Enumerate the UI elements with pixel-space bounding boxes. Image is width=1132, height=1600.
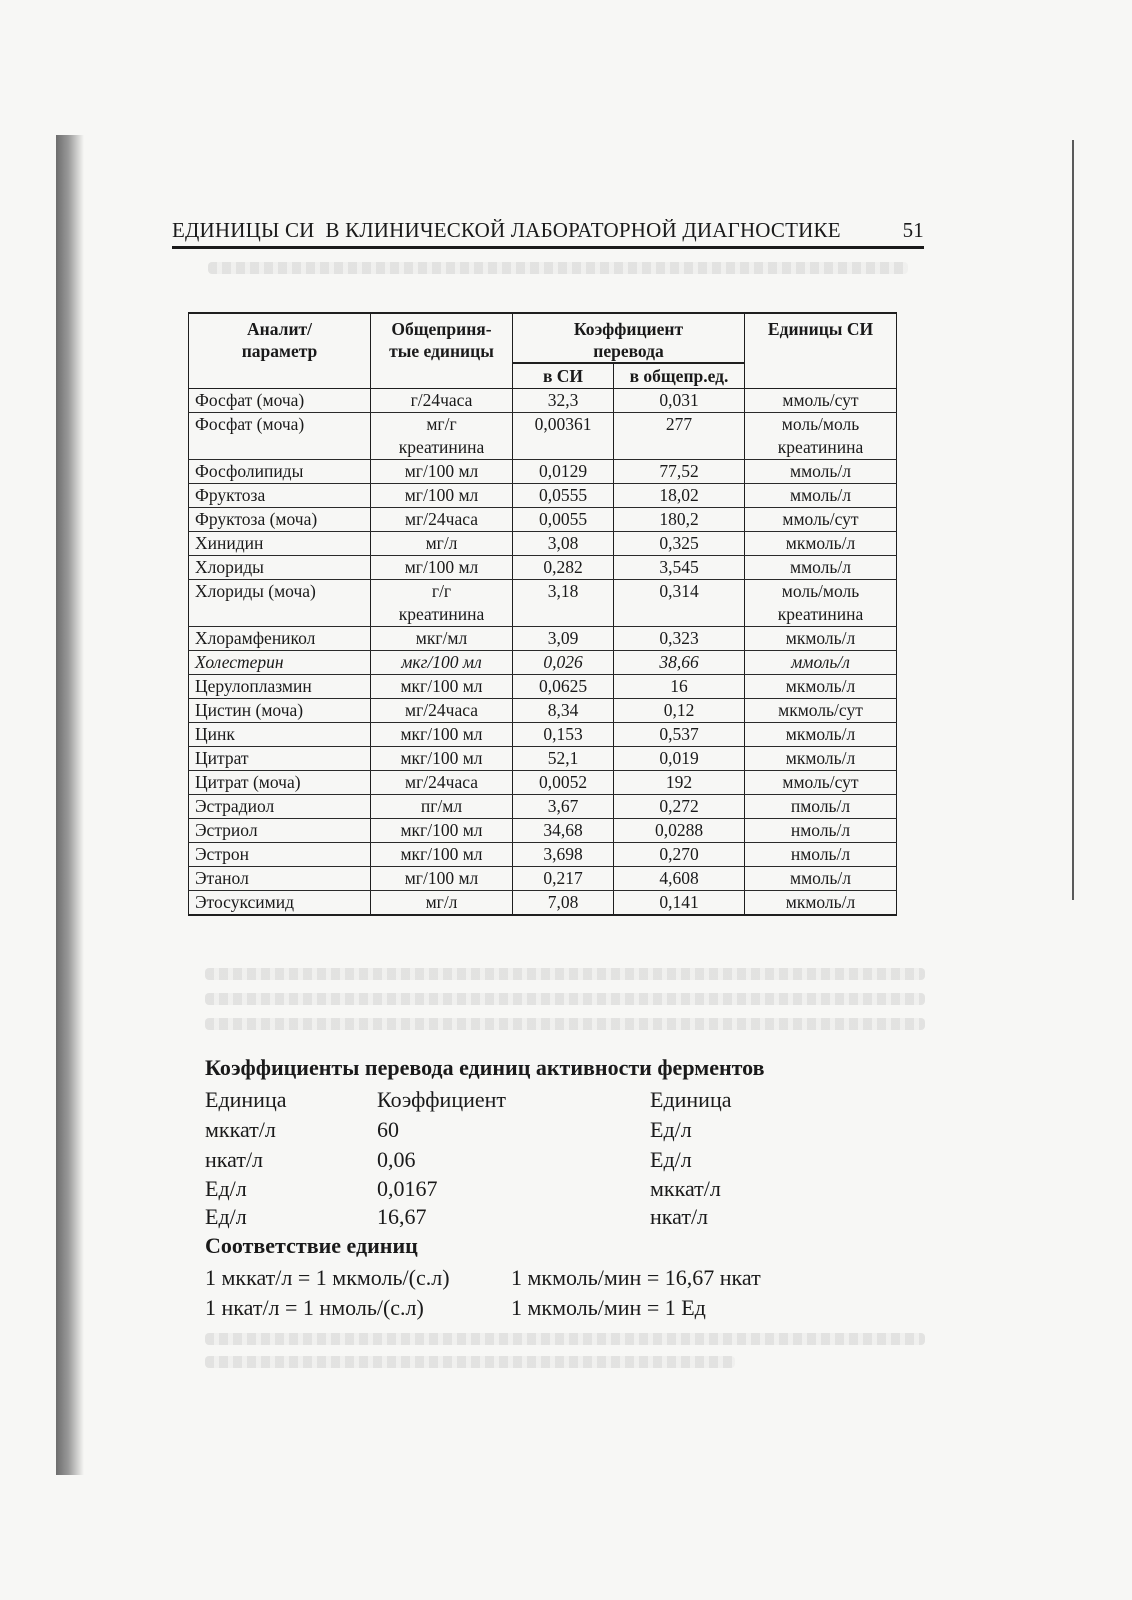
- table-cell-common-unit: мг/100 мл: [371, 484, 513, 508]
- table-row: [189, 891, 897, 916]
- show-through-text: [205, 993, 925, 1005]
- enzyme-to-unit: нкат/л: [650, 1204, 709, 1229]
- table-cell-analyte: Хлорамфеникол: [189, 627, 371, 651]
- table-cell-coef-si: 0,026: [513, 651, 614, 675]
- table-cell-analyte: Хинидин: [189, 532, 371, 556]
- enzyme-to-unit: Ед/л: [650, 1117, 692, 1142]
- table-cell-coef-si: 0,0129: [513, 460, 614, 484]
- enzyme-from-unit: мккат/л: [205, 1117, 276, 1142]
- table-cell-common-unit: мкг/100 мл: [371, 819, 513, 843]
- table-cell-si-unit: ммоль/л: [745, 484, 897, 508]
- table-cell-common-unit: мкг/100 мл: [371, 723, 513, 747]
- header-common-units: Общеприня- тые единицы: [371, 313, 513, 389]
- table-cell-si-unit: нмоль/л: [745, 843, 897, 867]
- correspondence-row: [205, 1265, 925, 1295]
- correspondence-row: [205, 1295, 925, 1325]
- table-cell-si-unit: ммоль/л: [745, 556, 897, 580]
- table-cell-coef-si: 3,18: [513, 580, 614, 627]
- table-cell-common-unit: мг/24часа: [371, 771, 513, 795]
- enzyme-to-unit: мккат/л: [650, 1176, 721, 1201]
- show-through-text: [205, 1356, 735, 1368]
- table-cell-common-unit: мг/24часа: [371, 699, 513, 723]
- enzyme-col-unit: Единица: [205, 1087, 287, 1112]
- table-cell-coef-common: 0,323: [614, 627, 745, 651]
- table-cell-si-unit: мкмоль/л: [745, 627, 897, 651]
- table-row: [189, 699, 897, 723]
- enzyme-coefficient: 0,06: [377, 1147, 416, 1172]
- table-cell-coef-si: 0,0052: [513, 771, 614, 795]
- table-cell-common-unit: г/24часа: [371, 389, 513, 413]
- table-cell-common-unit: мг/100 мл: [371, 867, 513, 891]
- table-cell-coef-common: 77,52: [614, 460, 745, 484]
- table-cell-si-unit: мкмоль/л: [745, 723, 897, 747]
- table-row: [189, 389, 897, 413]
- table-cell-common-unit: мг/л: [371, 532, 513, 556]
- table-cell-coef-common: 0,537: [614, 723, 745, 747]
- table-cell-common-unit: мкг/мл: [371, 627, 513, 651]
- table-cell-analyte: Цитрат: [189, 747, 371, 771]
- enzyme-section-title: Коэффициенты перевода единиц активности ферментов: [205, 1055, 765, 1080]
- table-cell-analyte: Фруктоза: [189, 484, 371, 508]
- table-row: [189, 843, 897, 867]
- table-cell-analyte: Холестерин: [189, 651, 371, 675]
- table-row: [189, 413, 897, 460]
- show-through-text: [208, 262, 908, 274]
- correspondence-left: 1 нкат/л = 1 нмоль/(с.л): [205, 1295, 424, 1320]
- table-row: [189, 556, 897, 580]
- table-cell-coef-common: 18,02: [614, 484, 745, 508]
- table-cell-common-unit: мкг/100 мл: [371, 675, 513, 699]
- header-coefficient: Коэффициент перевода: [513, 313, 745, 363]
- table-cell-analyte: Эстриол: [189, 819, 371, 843]
- table-cell-si-unit: мкмоль/сут: [745, 699, 897, 723]
- enzyme-col-coefficient: Коэффициент: [377, 1087, 507, 1112]
- table-cell-coef-si: 32,3: [513, 389, 614, 413]
- table-cell-coef-si: 52,1: [513, 747, 614, 771]
- table-cell-analyte: Церулоплазмин: [189, 675, 371, 699]
- table-cell-coef-common: 4,608: [614, 867, 745, 891]
- table-row: [189, 675, 897, 699]
- table-cell-common-unit: пг/мл: [371, 795, 513, 819]
- show-through-text: [205, 1333, 925, 1345]
- table-cell-analyte: Фосфат (моча): [189, 413, 371, 460]
- table-cell-common-unit: мкг/100 мл: [371, 747, 513, 771]
- table-cell-coef-si: 0,0055: [513, 508, 614, 532]
- table-cell-coef-common: 277: [614, 413, 745, 460]
- table-row: [189, 795, 897, 819]
- table-cell-coef-si: 0,0625: [513, 675, 614, 699]
- table-cell-si-unit: ммоль/л: [745, 651, 897, 675]
- table-cell-coef-common: 0,12: [614, 699, 745, 723]
- table-cell-si-unit: ммоль/сут: [745, 389, 897, 413]
- table-cell-si-unit: нмоль/л: [745, 819, 897, 843]
- table-cell-coef-si: 0,282: [513, 556, 614, 580]
- correspondence-title: Соответствие единиц: [205, 1233, 418, 1258]
- table-cell-analyte: Эстрадиол: [189, 795, 371, 819]
- table-cell-analyte: Эстрон: [189, 843, 371, 867]
- table-cell-si-unit: моль/моль креатинина: [745, 580, 897, 627]
- table-cell-si-unit: мкмоль/л: [745, 747, 897, 771]
- table-cell-coef-si: 3,09: [513, 627, 614, 651]
- header-rule: [172, 246, 924, 249]
- correspondence-right: 1 мкмоль/мин = 16,67 нкат: [511, 1265, 761, 1290]
- table-cell-coef-common: 0,031: [614, 389, 745, 413]
- table-cell-analyte: Фосфолипиды: [189, 460, 371, 484]
- table-cell-si-unit: ммоль/сут: [745, 771, 897, 795]
- table-row: [189, 580, 897, 627]
- table-cell-coef-si: 3,67: [513, 795, 614, 819]
- table-cell-coef-si: 34,68: [513, 819, 614, 843]
- table-cell-common-unit: мг/24часа: [371, 508, 513, 532]
- table-cell-common-unit: мкг/100 мл: [371, 843, 513, 867]
- page-edge-line: [1072, 140, 1074, 900]
- units-conversion-table: [188, 312, 897, 916]
- table-row: [189, 484, 897, 508]
- table-cell-si-unit: мкмоль/л: [745, 891, 897, 916]
- table-cell-coef-common: 3,545: [614, 556, 745, 580]
- table-cell-si-unit: ммоль/сут: [745, 508, 897, 532]
- table-row: [189, 867, 897, 891]
- correspondence-left: 1 мккат/л = 1 мкмоль/(с.л): [205, 1265, 450, 1290]
- enzyme-row: [205, 1176, 925, 1206]
- table-cell-coef-si: 8,34: [513, 699, 614, 723]
- table-cell-analyte: Фруктоза (моча): [189, 508, 371, 532]
- table-cell-common-unit: г/г креатинина: [371, 580, 513, 627]
- show-through-text: [205, 1018, 925, 1030]
- header-coef-common: в общепр.ед.: [614, 363, 745, 389]
- table-cell-common-unit: мг/л: [371, 891, 513, 916]
- header-title: ЕДИНИЦЫ СИ В КЛИНИЧЕСКОЙ ЛАБОРАТОРНОЙ ДИАГНОСТИКЕ: [172, 218, 841, 242]
- table-cell-coef-si: 0,0555: [513, 484, 614, 508]
- table-cell-analyte: Цитрат (моча): [189, 771, 371, 795]
- table-cell-coef-common: 192: [614, 771, 745, 795]
- show-through-text: [205, 968, 925, 980]
- enzyme-coefficient: 60: [377, 1117, 399, 1142]
- table-cell-coef-si: 3,08: [513, 532, 614, 556]
- table-cell-analyte: Этосуксимид: [189, 891, 371, 916]
- enzyme-coefficient: 16,67: [377, 1204, 427, 1229]
- correspondence-right: 1 мкмоль/мин = 1 Ед: [511, 1295, 706, 1320]
- table-row: [189, 532, 897, 556]
- table-row: [189, 460, 897, 484]
- table-cell-analyte: Фосфат (моча): [189, 389, 371, 413]
- table-cell-analyte: Хлориды (моча): [189, 580, 371, 627]
- enzyme-col-unit-target: Единица: [650, 1087, 732, 1112]
- enzyme-header-row: [205, 1087, 925, 1117]
- header-si-units: Единицы СИ: [745, 313, 897, 389]
- table-cell-coef-common: 0,314: [614, 580, 745, 627]
- table-row: [189, 651, 897, 675]
- page-number: 51: [902, 218, 924, 242]
- table-row: [189, 508, 897, 532]
- table-row: [189, 723, 897, 747]
- table-cell-si-unit: ммоль/л: [745, 460, 897, 484]
- enzyme-row: [205, 1117, 925, 1147]
- table-cell-coef-common: 38,66: [614, 651, 745, 675]
- enzyme-from-unit: Ед/л: [205, 1176, 247, 1201]
- table-cell-si-unit: ммоль/л: [745, 867, 897, 891]
- table-cell-coef-common: 180,2: [614, 508, 745, 532]
- table-cell-coef-common: 0,270: [614, 843, 745, 867]
- table-cell-coef-common: 0,272: [614, 795, 745, 819]
- table-cell-coef-common: 0,325: [614, 532, 745, 556]
- table-cell-analyte: Этанол: [189, 867, 371, 891]
- table-cell-analyte: Цистин (моча): [189, 699, 371, 723]
- table-cell-coef-si: 0,153: [513, 723, 614, 747]
- table-cell-coef-common: 0,019: [614, 747, 745, 771]
- table-cell-coef-si: 3,698: [513, 843, 614, 867]
- table-cell-si-unit: пмоль/л: [745, 795, 897, 819]
- table-cell-analyte: Хлориды: [189, 556, 371, 580]
- table-cell-coef-si: 0,00361: [513, 413, 614, 460]
- enzyme-from-unit: нкат/л: [205, 1147, 264, 1172]
- table-cell-coef-common: 0,0288: [614, 819, 745, 843]
- table-cell-coef-si: 0,217: [513, 867, 614, 891]
- enzyme-coefficient: 0,0167: [377, 1176, 438, 1201]
- table-cell-analyte: Цинк: [189, 723, 371, 747]
- table-cell-common-unit: мкг/100 мл: [371, 651, 513, 675]
- table-cell-coef-common: 0,141: [614, 891, 745, 916]
- table-cell-common-unit: мг/г креатинина: [371, 413, 513, 460]
- table-row: [189, 747, 897, 771]
- table-cell-common-unit: мг/100 мл: [371, 460, 513, 484]
- table-cell-si-unit: мкмоль/л: [745, 675, 897, 699]
- table-row: [189, 771, 897, 795]
- table-cell-coef-si: 7,08: [513, 891, 614, 916]
- header-analyte: Аналит/ параметр: [189, 313, 371, 389]
- table-cell-coef-common: 16: [614, 675, 745, 699]
- running-head: [172, 218, 924, 243]
- binding-shadow: [56, 135, 84, 1475]
- table-cell-common-unit: мг/100 мл: [371, 556, 513, 580]
- enzyme-row: [205, 1204, 925, 1234]
- header-coef-si: в СИ: [513, 363, 614, 389]
- enzyme-row: [205, 1147, 925, 1177]
- enzyme-from-unit: Ед/л: [205, 1204, 247, 1229]
- table-row: [189, 819, 897, 843]
- table-cell-si-unit: моль/моль креатинина: [745, 413, 897, 460]
- table-cell-si-unit: мкмоль/л: [745, 532, 897, 556]
- table-row: [189, 627, 897, 651]
- enzyme-to-unit: Ед/л: [650, 1147, 692, 1172]
